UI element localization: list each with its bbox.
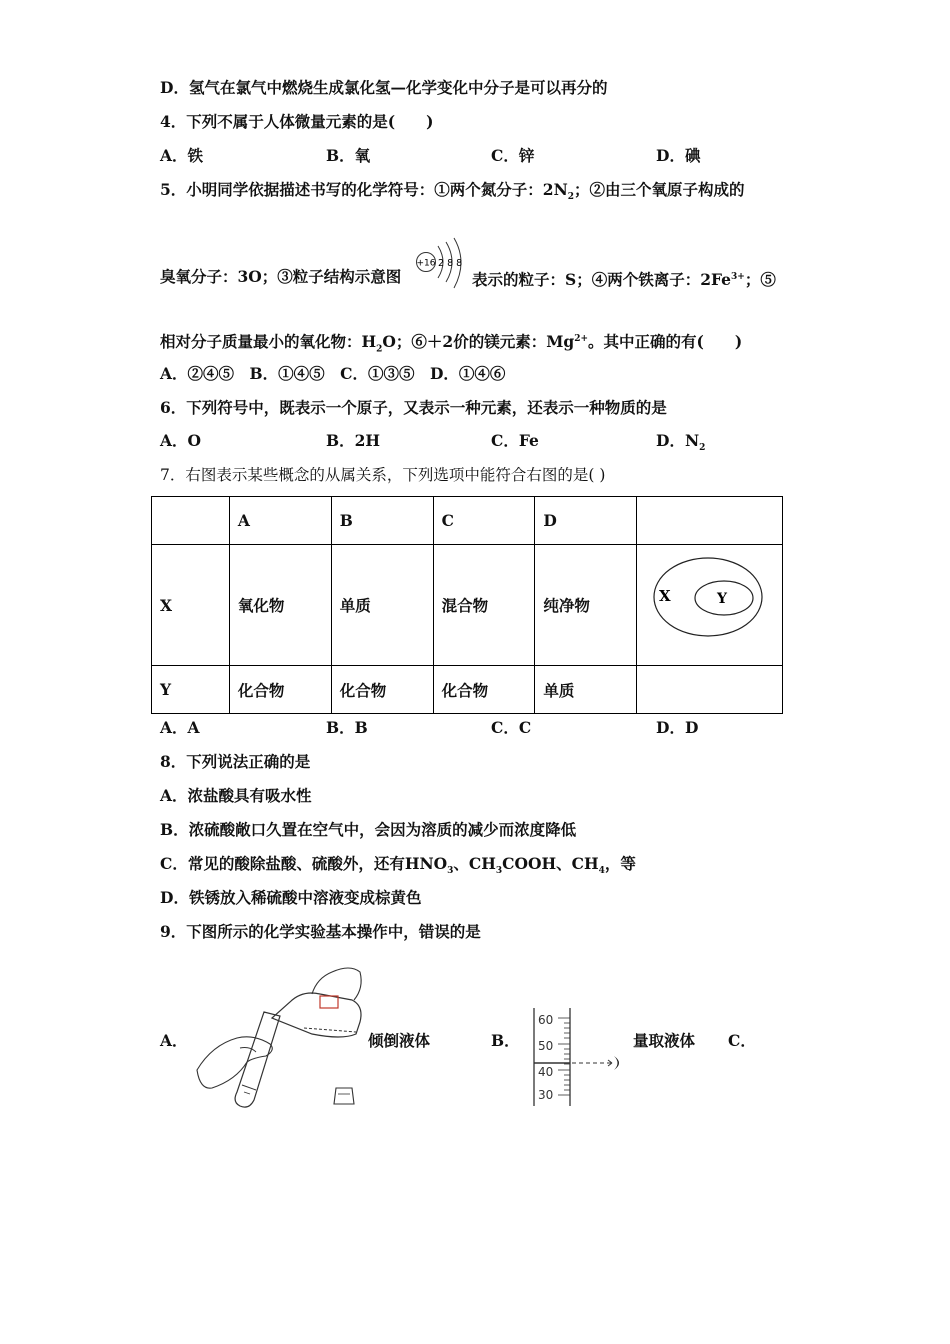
shell-labels: 2 8 8	[438, 258, 463, 269]
q3-option-d: D．氢气在氯气中燃烧生成氯化氢—化学变化中分子是可以再分的	[160, 78, 608, 97]
table-cell: 单质	[535, 666, 637, 714]
q5-stem-line1: 5．小明同学依据描述书写的化学符号：①两个氮分子：$2N_2$；②由三个氧原子构成的	[160, 180, 745, 203]
q7-table	[151, 496, 783, 714]
table-cell: 化合物	[331, 666, 433, 714]
q4-option-b: B．氧	[326, 146, 371, 165]
q7-option-d: D．D	[656, 718, 699, 737]
table-cell: 化合物	[433, 666, 535, 714]
scale-tick-label: 60	[538, 1013, 554, 1027]
q9-caption-b: 量取液体	[633, 1031, 696, 1050]
venn-diagram-cell	[637, 545, 783, 666]
q5-stem-line2-left: 臭氧分子：3O；③粒子结构示意图	[160, 267, 402, 286]
table-header-row	[152, 497, 783, 545]
scale-tick-label: 50	[538, 1039, 554, 1053]
q8-stem: 8．下列说法正确的是	[160, 752, 311, 771]
q5-options: A．②④⑤ B．①④⑤ C．①③⑤ D．①④⑥	[160, 364, 506, 383]
row-label: Y	[152, 666, 230, 714]
q8-option-b: B．浓硫酸敞口久置在空气中，会因为溶质的减少而浓度降低	[160, 820, 577, 839]
q9-stem: 9．下图所示的化学实验基本操作中，错误的是	[160, 922, 481, 941]
q6-option-c: C．Fe	[491, 431, 539, 450]
q7-stem: 7．右图表示某些概念的从属关系，下列选项中能符合右图的是( )	[160, 466, 606, 484]
venn-outer-label: X	[659, 587, 671, 605]
q6-stem: 6．下列符号中，既表示一个原子，又表示一种元素，还表示一种物质的是	[160, 398, 667, 417]
header-cell: D	[535, 497, 637, 545]
q9-label-b: B．	[491, 1031, 520, 1050]
q7-option-a: A．A	[160, 718, 200, 737]
header-cell: C	[433, 497, 535, 545]
q4-option-d: D．碘	[656, 146, 701, 165]
q7-option-b: B．B	[326, 718, 368, 737]
header-cell: B	[331, 497, 433, 545]
pouring-liquid-illustration	[192, 960, 367, 1115]
q4-option-c: C．锌	[491, 146, 535, 165]
table-cell	[637, 666, 783, 714]
q6-option-d: D．$N_2$	[656, 431, 706, 454]
eye-icon	[614, 1056, 619, 1070]
table-cell: 纯净物	[535, 545, 637, 666]
table-cell: 化合物	[229, 666, 331, 714]
header-cell	[637, 497, 783, 545]
q8-option-a: A．浓盐酸具有吸水性	[160, 786, 312, 805]
table-cell: 氧化物	[229, 545, 331, 666]
header-cell: A	[229, 497, 331, 545]
q5-stem-line2-right: 表示的粒子：S；④两个铁离子：$2Fe^{3+}$；⑤	[472, 270, 776, 290]
scale-tick-label: 30	[538, 1088, 554, 1102]
q4-stem: 4．下列不属于人体微量元素的是( )	[160, 112, 434, 131]
table-row	[152, 666, 783, 714]
venn-diagram	[637, 545, 783, 665]
q9-label-a: A．	[160, 1031, 188, 1050]
q6-option-a: A．O	[160, 431, 202, 450]
table-row	[152, 545, 783, 666]
q9-label-c: C．	[728, 1031, 756, 1050]
atomic-structure-diagram	[412, 236, 472, 292]
table-cell: 单质	[331, 545, 433, 666]
q8-option-c: C．常见的酸除盐酸、硫酸外，还有$HNO_3$、$CH_3COOH$、$CH_4$，等	[160, 854, 636, 877]
q6-option-b: B．2H	[326, 431, 381, 450]
q4-option-a: A．铁	[160, 146, 204, 165]
nucleus-label: +16	[416, 258, 436, 269]
scale-tick-label: 40	[538, 1065, 554, 1079]
row-label: X	[152, 545, 230, 666]
graduated-cylinder-illustration	[528, 1006, 638, 1110]
venn-inner-label: Y	[717, 591, 728, 607]
header-cell	[152, 497, 230, 545]
q7-option-c: C．C	[491, 718, 532, 737]
q8-option-d: D．铁锈放入稀硫酸中溶液变成棕黄色	[160, 888, 422, 907]
q9-caption-a: 倾倒液体	[368, 1031, 431, 1050]
table-cell: 混合物	[433, 545, 535, 666]
q5-stem-line3: 相对分子质量最小的氧化物：$H_2O$；⑥＋2价的镁元素：$Mg^{2+}$。其中正确的有( )	[160, 332, 743, 355]
